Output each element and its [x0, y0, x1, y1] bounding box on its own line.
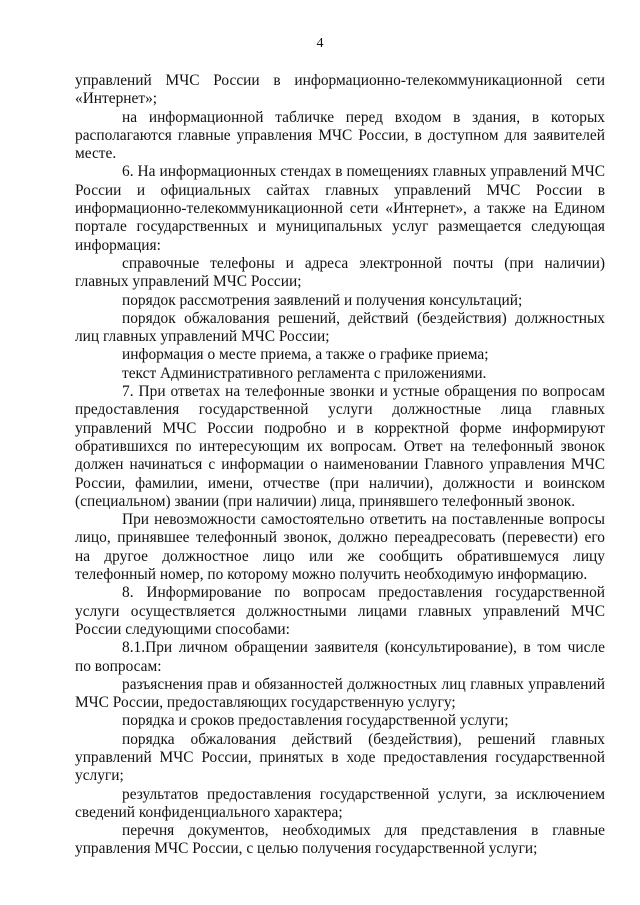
- paragraph: 8. Информирование по вопросам предоставления государственной услуги осуществляется должностными лицами главных управлений МЧС России следующими способами:: [75, 584, 605, 638]
- paragraph: 8.1.При личном обращении заявителя (консультирование), в том числе по вопросам:: [75, 639, 605, 675]
- paragraph: текст Административного регламента с приложениями.: [122, 364, 487, 382]
- paragraph: 6. На информационных стендах в помещениях главных управлений МЧС России и официальных сайтах главных управлений МЧС России в информационно-телекоммуникационной сети «Интернет», а также на Едином портале государственных и муниципальных услуг размещается следующая информация:: [75, 163, 605, 254]
- paragraph: управлений МЧС России в информационно-телекоммуникационной сети «Интернет»;: [75, 72, 605, 108]
- paragraph: При невозможности самостоятельно ответить на поставленные вопросы лицо, принявшее телефонный звонок, должно переадресовать (перевести) его на другое должностное лицо или же сообщить обратившемуся лицу телефонный номер, по которому можно получить необходимую информацию.: [75, 511, 605, 584]
- page-number: 4: [316, 36, 324, 51]
- paragraph: разъяснения прав и обязанностей должностных лиц главных управлений МЧС России, предоставляющих государственную услугу;: [75, 675, 605, 712]
- paragraph: результатов предоставления государственной услуги, за исключением сведений конфиденциального характера;: [75, 785, 605, 821]
- paragraph: порядок рассмотрения заявлений и получения консультаций;: [122, 291, 523, 309]
- paragraph: порядка и сроков предоставления государственной услуги;: [122, 712, 509, 730]
- paragraph: информация о месте приема, а также о графике приема;: [122, 346, 489, 364]
- paragraph: порядок обжалования решений, действий (бездействия) должностных лиц главных управлений МЧС России;: [75, 309, 605, 346]
- paragraph: порядка обжалования действий (бездействия), решений главных управлений МЧС России, принятых в ходе предоставления государственной услуги;: [75, 730, 605, 785]
- paragraph: 7. При ответах на телефонные звонки и устные обращения по вопросам предоставления государственной услуги должностные лица главных управлений МЧС России подробно и в корректной форме информируют обратившихся по интересующим их вопросам. Ответ на телефонный звонок должен начинаться с информации о наименовании Главного управления МЧС России, фамилии, имени, отчестве (при наличии), должности и воинском (специальном) звании (при наличии) лица, принявшего телефонный звонок.: [75, 383, 605, 510]
- paragraph: на информационной табличке перед входом в здания, в которых располагаются главные управления МЧС России, в доступном для заявителей месте.: [75, 108, 605, 163]
- paragraph: справочные телефоны и адреса электронной почты (при наличии) главных управлений МЧС России;: [75, 254, 605, 291]
- document-body: [75, 72, 605, 859]
- paragraph: перечня документов, необходимых для представления в главные управления МЧС России, с целью получения государственной услуги;: [75, 822, 605, 858]
